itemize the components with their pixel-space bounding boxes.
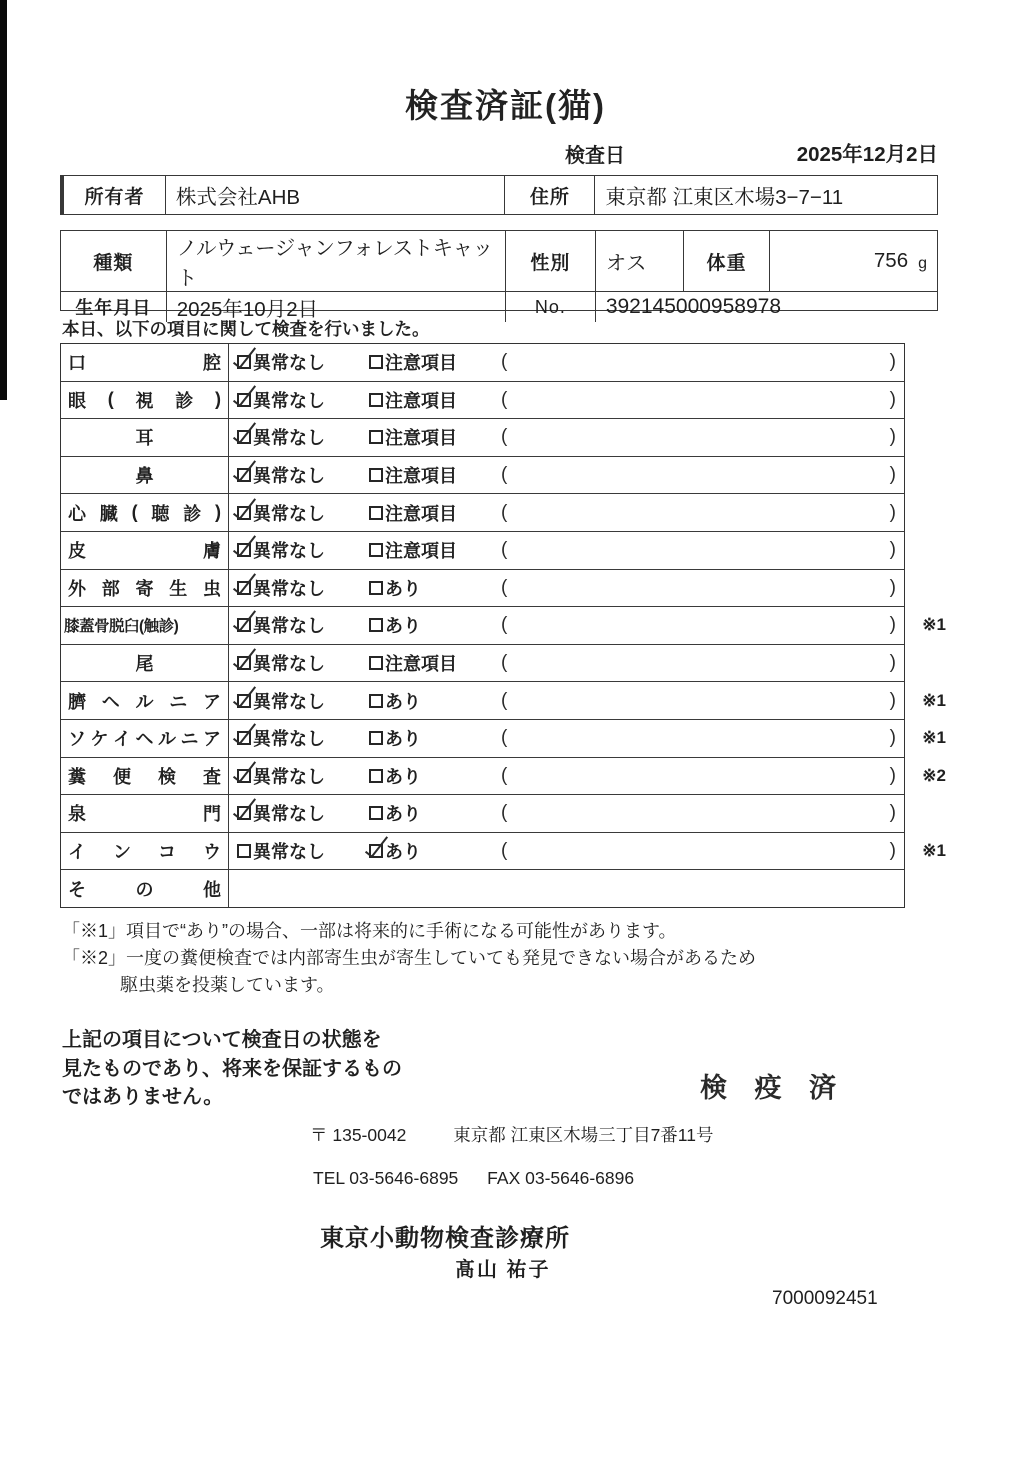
no-abnormality-option-label: 異常なし [253,466,325,487]
no-abnormality-option-label: 異常なし [253,353,325,374]
open-paren: ( [501,539,508,561]
item-label [61,494,229,531]
item-label-char: ) [215,389,221,410]
no-abnormality-checkbox-checked [237,656,251,670]
attention-option [369,537,457,563]
no-abnormality-checkbox-checked [237,393,251,407]
exam-date-value: 2025年12月2日 [796,143,938,166]
close-paren: ) [889,539,896,561]
item-result-cell [229,457,904,494]
item-result-cell [229,419,904,456]
item-result-cell [229,344,904,381]
item-label-char: ニ [180,729,199,750]
open-paren: ( [501,464,508,486]
item-result-cell [229,645,904,682]
no-abnormality-option [237,725,325,751]
attention-option-label: 注意項目 [385,353,457,374]
attention-option [369,800,421,826]
birth-label: 生年月日 [75,298,152,318]
intro-text: 本日、以下の項目に関して検査を行いました。 [62,319,430,339]
item-label-char: ( [131,502,138,523]
attention-option-label: 注意項目 [385,503,457,524]
no-abnormality-checkbox-checked [237,506,251,520]
attention-option [369,424,457,450]
reference-mark: ※1 [922,615,946,635]
no-abnormality-option [237,838,325,864]
no-abnormality-option [237,612,325,638]
breed-value: ノルウェージャンフォレストキャット [166,231,505,291]
item-label-char: 便 [113,766,131,787]
item-label-char: ン [113,842,131,863]
item-label [61,532,229,569]
item-label [61,344,229,381]
no-abnormality-option-label: 異常なし [253,654,325,675]
item-result-cell [229,870,904,907]
weight-label: 体重 [683,231,770,291]
scan-artifact-bar [0,0,7,400]
no-abnormality-option [237,537,325,563]
no-abnormality-option-label: 異常なし [253,541,325,562]
weight-unit: g [918,255,928,272]
attention-option [369,349,457,375]
attention-option [369,500,457,526]
attention-option-label: あり [385,616,421,637]
item-label-char: 査 [203,766,221,787]
exam-date-label: 検査日 [565,145,625,167]
no-abnormality-option [237,387,325,413]
attention-option [369,462,457,488]
close-paren: ) [889,351,896,373]
attention-checkbox [369,543,383,557]
open-paren: ( [501,351,508,373]
open-paren: ( [501,802,508,824]
owner-table [60,175,938,215]
attention-checkbox [369,694,383,708]
no-abnormality-checkbox-checked [237,430,251,444]
quarantine-stamp: 検 疫 済 [700,1073,847,1103]
item-result-cell [229,795,904,832]
checklist-row [61,418,904,456]
open-paren: ( [501,764,508,786]
item-label-char: 腔 [203,353,221,374]
attention-option [369,612,421,638]
birth-value: 2025年10月2日 [166,292,505,322]
item-label-char: 門 [203,804,221,825]
no-abnormality-option-label: 異常なし [253,428,325,449]
no-abnormality-option-label: 異常なし [253,616,325,637]
checklist-row [61,569,904,607]
item-label-char: 部 [101,578,120,599]
attention-checkbox [369,769,383,783]
checklist-row [61,869,904,907]
item-label-char: コ [158,842,176,863]
attention-option-label: 注意項目 [385,428,457,449]
item-label: 膝蓋骨脱臼(触診) [61,607,229,644]
veterinarian-name: 髙山 祐子 [455,1259,551,1281]
item-label-char: 検 [158,766,176,787]
item-label-char: ア [203,691,221,712]
no-abnormality-option [237,650,325,676]
no-abnormality-checkbox-checked [237,468,251,482]
attention-option-label: 注意項目 [385,466,457,487]
no-abnormality-option [237,800,325,826]
item-label-char: ソ [68,729,86,750]
address-label: 住所 [504,176,594,214]
item-label: 鼻 [61,457,229,494]
no-abnormality-option-label: 異常なし [253,766,325,787]
attention-checkbox [369,581,383,595]
item-label-char: 糞 [68,766,86,787]
reference-mark: ※1 [922,690,946,710]
open-paren: ( [501,426,508,448]
attention-option-label: あり [385,766,421,787]
attention-option-label: 注意項目 [385,654,457,675]
item-result-cell [229,532,904,569]
close-paren: ) [889,764,896,786]
no-abnormality-option [237,500,325,526]
item-label-char: 他 [203,879,221,900]
item-label [61,720,229,757]
item-label-char: 口 [68,353,86,374]
attention-checkbox [369,656,383,670]
no-abnormality-checkbox-checked [237,769,251,783]
item-label-char: 寄 [135,578,154,599]
attention-option-label: あり [385,691,421,712]
item-label: 耳 [61,419,229,456]
breed-label: 種類 [93,252,134,274]
open-paren: ( [501,727,508,749]
no-abnormality-option [237,424,325,450]
no-abnormality-checkbox-checked [237,581,251,595]
owner-value: 株式会社AHB [165,176,505,214]
item-label [61,570,229,607]
item-result-cell [229,720,904,757]
item-label [61,758,229,795]
no-abnormality-option [237,462,325,488]
disclaimer-line-2: 見たものであり、将来を保証するもの [62,1057,402,1080]
checklist-row [61,344,904,381]
clinic-fax: FAX 03-5646-6896 [487,1168,635,1188]
attention-option [369,688,421,714]
close-paren: ) [889,727,896,749]
item-label-char: ウ [203,842,221,863]
reference-mark: ※2 [922,765,946,785]
reference-mark: ※1 [922,841,946,861]
item-label: 尾 [61,645,229,682]
footnote-1: 「※1」項目で“あり”の場合、一部は将来的に手術になる可能性があります。 [62,921,677,941]
no-abnormality-option-label: 異常なし [253,842,325,863]
item-label-char: そ [68,879,86,900]
checklist-row [61,644,904,682]
no-abnormality-option-label: 異常なし [253,729,325,750]
checklist-row [61,681,946,719]
checklist-row [61,794,904,832]
open-paren: ( [501,840,508,862]
no-abnormality-checkbox-checked [237,694,251,708]
attention-checkbox-checked [369,844,383,858]
sex-value: オス [595,231,683,291]
item-label-char: 診 [175,390,194,411]
item-label-char: ル [158,729,176,750]
item-result-cell [229,758,904,795]
sex-label: 性別 [505,231,595,291]
attention-option-label: 注意項目 [385,390,457,411]
disclaimer-paragraph [62,1026,402,1112]
no-abnormality-option [237,688,325,714]
disclaimer-line-3: ではありません。 [62,1086,224,1108]
open-paren: ( [501,576,508,598]
clinic-name: 東京小動物検査診療所 [320,1225,570,1252]
close-paren: ) [889,426,896,448]
item-label-char: の [135,879,154,900]
item-result-cell [229,682,904,719]
item-label-char: ) [214,502,221,523]
attention-checkbox [369,618,383,632]
owner-label: 所有者 [84,186,145,208]
item-label-char: 虫 [203,578,221,599]
disclaimer-line-1: 上記の項目について検査日の状態を [62,1029,382,1051]
no-value: 392145000958978 [595,292,937,322]
attention-checkbox [369,430,383,444]
open-paren: ( [501,652,508,674]
checklist-row [61,381,904,419]
checklist-row [61,531,904,569]
attention-checkbox [369,731,383,745]
no-abnormality-checkbox-checked [237,618,251,632]
no-abnormality-option-label: 異常なし [253,503,325,524]
item-label [61,795,229,832]
owner-row [64,176,937,214]
clinic-address: 東京都 江東区木場三丁目7番11号 [453,1125,714,1145]
item-label-char: 膚 [203,541,221,562]
no-abnormality-option [237,349,325,375]
open-paren: ( [501,614,508,636]
item-label-char: ケ [90,729,109,750]
checklist-row [61,832,946,870]
attention-checkbox [369,393,383,407]
close-paren: ) [889,689,896,711]
checklist-row [61,719,946,757]
close-paren: ) [889,501,896,523]
item-label [61,682,229,719]
no-abnormality-checkbox-checked [237,543,251,557]
no-abnormality-option-label: 異常なし [253,390,325,411]
footnotes [62,918,756,999]
attention-option-label: あり [385,842,421,863]
attention-option-label: あり [385,804,421,825]
footnote-2: 「※2」一度の糞便検査では内部寄生虫が寄生していても発見できない場合があるため [62,948,757,968]
no-abnormality-option-label: 異常なし [253,804,325,825]
open-paren: ( [501,501,508,523]
no-label: No. [505,292,595,322]
checklist-row [61,456,904,494]
no-abnormality-checkbox-checked [237,806,251,820]
clinic-phone-row [313,1168,634,1189]
item-label-char: イ [113,729,131,750]
clinic-address-row [310,1122,713,1147]
attention-checkbox [369,806,383,820]
address-value: 東京都 江東区木場3−7−11 [594,176,937,214]
item-label-char: 臓 [99,503,118,524]
item-label-char: ア [203,729,221,750]
serial-number: 7000092451 [772,1288,878,1309]
close-paren: ) [889,614,896,636]
attention-option [369,763,421,789]
item-result-cell [229,833,904,870]
checklist-row [61,606,946,644]
item-label-char: 泉 [68,804,86,825]
attention-option-label: あり [385,729,421,750]
item-label-char: 外 [68,578,86,599]
close-paren: ) [889,388,896,410]
item-label-char: 聴 [151,503,170,524]
item-label-char: 臍 [68,691,86,712]
item-label-char: 診 [183,503,202,524]
item-label-char: 生 [169,578,188,599]
footnote-3: 駆虫薬を投薬しています。 [120,975,335,995]
no-abnormality-option-label: 異常なし [253,578,325,599]
item-result-cell [229,494,904,531]
document-title: 検査済証(猫) [405,87,606,124]
no-abnormality-checkbox-checked [237,731,251,745]
item-label-char: 視 [135,390,154,411]
item-label-char: ル [135,691,154,712]
item-result-cell [229,607,904,644]
attention-option [369,650,457,676]
clinic-tel: TEL 03-5646-6895 [313,1168,459,1188]
item-result-cell [229,382,904,419]
no-abnormality-checkbox-checked [237,355,251,369]
no-abnormality-checkbox [237,844,251,858]
attention-option-label: 注意項目 [385,541,457,562]
attention-checkbox [369,506,383,520]
item-label-char: 心 [68,503,86,524]
breed-row [61,231,937,291]
close-paren: ) [889,840,896,862]
attention-checkbox [369,468,383,482]
no-abnormality-option-label: 異常なし [253,691,325,712]
close-paren: ) [889,464,896,486]
item-label [61,382,229,419]
clinic-postal-code: 〒 135-0042 [310,1125,407,1145]
attention-option [369,838,421,864]
item-label-char: ヘ [135,729,154,750]
weight-value: 756 [873,249,909,272]
item-label-char: ニ [169,691,188,712]
reference-mark: ※1 [922,728,946,748]
attention-checkbox [369,355,383,369]
checklist-row [61,757,946,795]
item-label-char: イ [68,842,86,863]
item-result-cell [229,570,904,607]
attention-option [369,575,421,601]
attention-option [369,725,421,751]
item-label-char: ( [107,389,114,410]
item-label [61,833,229,870]
no-abnormality-option [237,763,325,789]
open-paren: ( [501,388,508,410]
close-paren: ) [889,576,896,598]
item-label-char: 眼 [68,390,86,411]
pet-table [60,230,938,321]
item-label-char: 皮 [68,541,86,562]
no-abnormality-option [237,575,325,601]
attention-option-label: あり [385,578,421,599]
close-paren: ) [889,652,896,674]
item-label-char: ヘ [101,691,120,712]
attention-option [369,387,457,413]
open-paren: ( [501,689,508,711]
checklist-table [60,343,946,908]
weight-cell [769,231,937,291]
close-paren: ) [889,802,896,824]
checklist-row [61,493,904,531]
item-label [61,870,229,907]
